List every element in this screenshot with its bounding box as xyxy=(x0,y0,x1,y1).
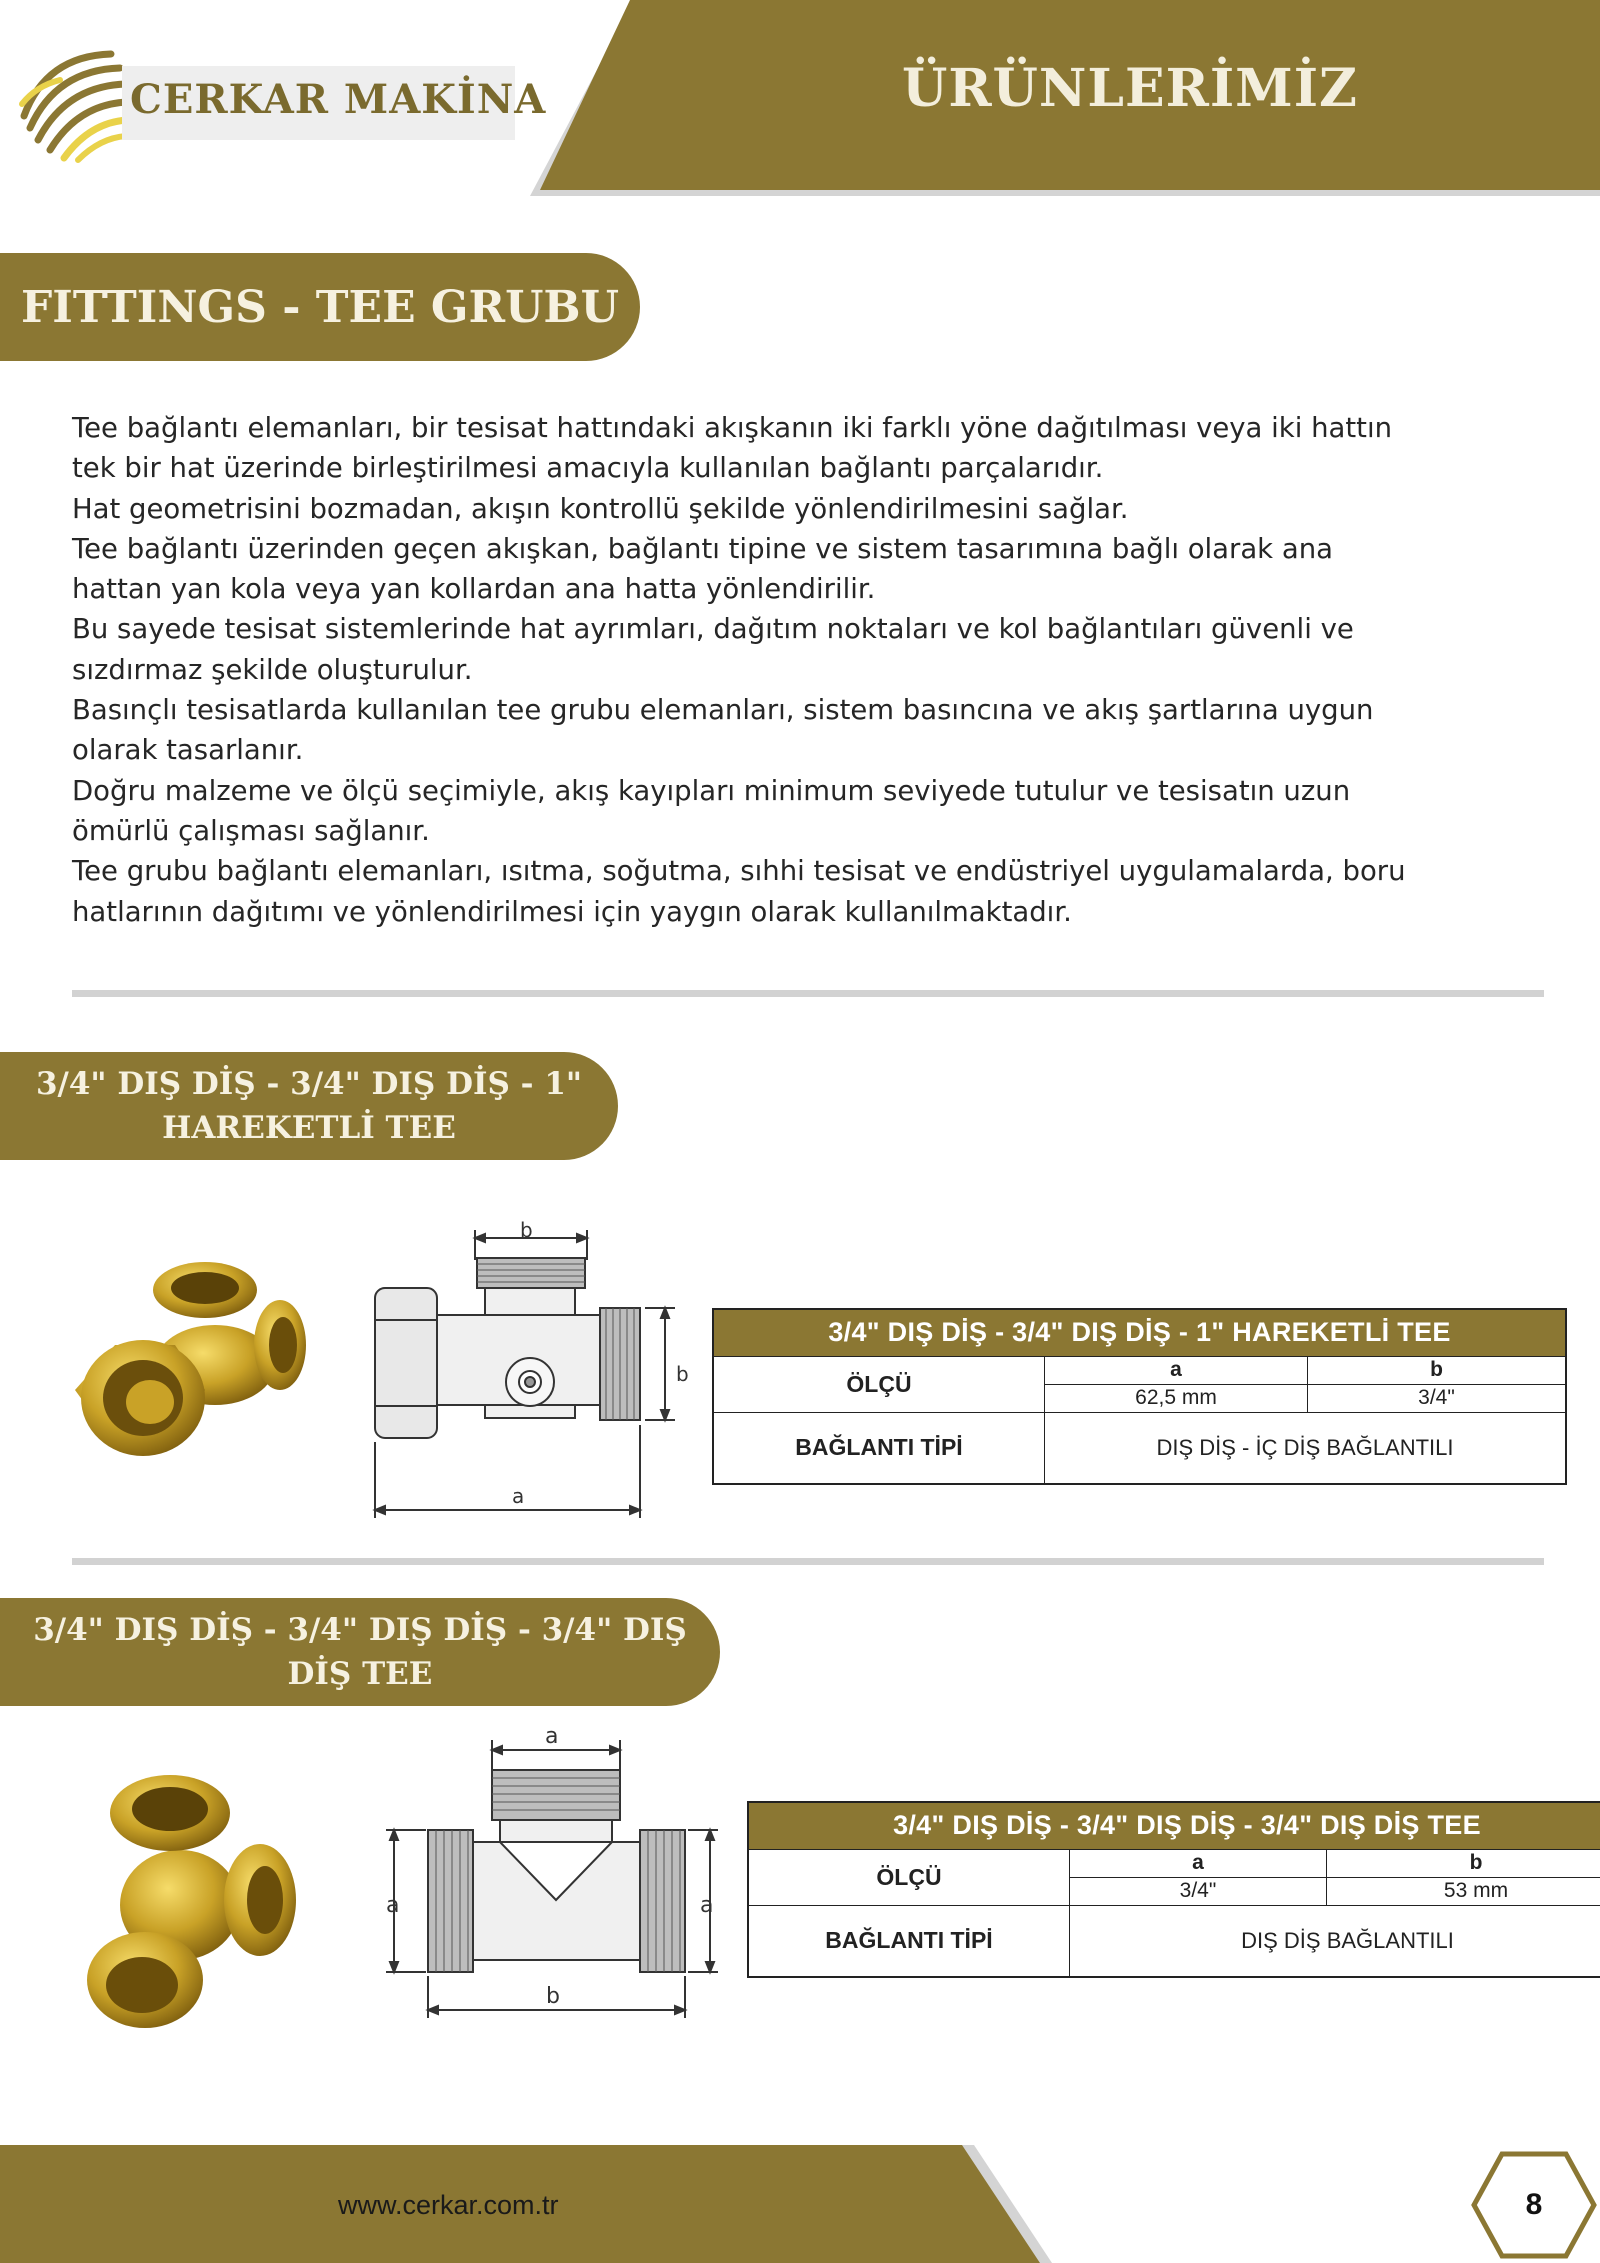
product-2-heading-line1: 3/4" DIŞ DİŞ - 3/4" DIŞ DİŞ - 3/4" DIŞ xyxy=(33,1612,687,1648)
section-description: Tee bağlantı elemanları, bir tesisat hattındaki akışkanın iki farklı yöne dağıtılması veya iki hattın tek bir hat üzerinde birleştirilmesi amacıyla kullanılan bağlantı parçalarıdır. Hat geometrisini bozmadan, akışın kontrollü şekilde yönlendirilmesini sağlar. Tee bağlantı üzerinden geçen akışkan, bağlantı tipine ve sistem tasarımına bağlı olarak ana hattan yan kola veya yan kollardan ana hatta yönlendirilir. Bu sayede tesisat sistemlerinde hat ayrımları, dağıtım noktaları ve kol bağlantıları güvenli ve sızdırmaz şekilde oluşturulur. Basınçlı tesisatlarda kullanılan tee grubu elemanları, sistem basıncına ve akış şartlarına uygun olarak tasarlanır. Doğru malzeme ve ölçü seçimiyle, akış kayıpları minimum seviyede tutulur ve tesisatın uzun ömürlü çalışması sağlanır. Tee grubu bağlantı elemanları, ısıtma, soğutma, sıhhi tesisat ve endüstriyel uygulamalarda, boru hatlarının dağıtımı ve yönlendirilmesi için yaygın olarak kullanılmaktadır. xyxy=(72,412,1406,928)
product-2-spec-table xyxy=(747,1801,1600,1978)
dimension-label-left: a xyxy=(386,1893,400,1918)
product-2-heading xyxy=(0,1598,720,1706)
product-2-heading-line2: DİŞ TEE xyxy=(287,1656,433,1692)
dimension-label-top: b xyxy=(520,1218,533,1242)
connection-type-label: BAĞLANTI TİPİ xyxy=(748,1905,1070,1977)
dimension-label-bottom: a xyxy=(512,1484,525,1508)
dimension-label-bottom: b xyxy=(546,1984,560,2009)
product-1-heading xyxy=(0,1052,618,1160)
product-1-heading-line1: 3/4" DIŞ DİŞ - 3/4" DIŞ DİŞ - 1" xyxy=(35,1066,583,1102)
product-2-technical-drawing xyxy=(380,1730,720,2020)
connection-type-label: BAĞLANTI TİPİ xyxy=(713,1412,1045,1484)
dimension-label-right: a xyxy=(700,1893,714,1918)
value-b: 53 mm xyxy=(1327,1877,1600,1905)
dimension-label-top: a xyxy=(545,1724,559,1749)
section-title: FITTINGS - TEE GRUBU xyxy=(0,253,640,361)
spec-table-title: 3/4" DIŞ DİŞ - 3/4" DIŞ DİŞ - 1" HAREKETLİ TEE xyxy=(713,1309,1566,1356)
page-title: ÜRÜNLERİMİZ xyxy=(901,58,1359,119)
divider xyxy=(72,990,1544,997)
product-1-heading-line2: HAREKETLİ TEE xyxy=(162,1110,456,1146)
col-a-header: a xyxy=(1070,1849,1327,1877)
col-b-header: b xyxy=(1308,1356,1567,1384)
connection-type-value: DIŞ DİŞ - İÇ DİŞ BAĞLANTILI xyxy=(1045,1412,1567,1484)
product-1-spec-table xyxy=(712,1308,1567,1485)
value-b: 3/4" xyxy=(1308,1384,1567,1412)
website-url[interactable]: www.cerkar.com.tr xyxy=(338,2190,559,2220)
cerkar-wave-logo-icon xyxy=(16,46,134,164)
col-b-header: b xyxy=(1327,1849,1600,1877)
olcu-label: ÖLÇÜ xyxy=(713,1356,1045,1412)
product-2-photo xyxy=(70,1765,310,2035)
page-number: 8 xyxy=(1525,2188,1543,2221)
olcu-label: ÖLÇÜ xyxy=(748,1849,1070,1905)
company-name: CERKAR MAKİNA xyxy=(130,76,547,123)
dimension-label-right: b xyxy=(676,1362,689,1386)
value-a: 62,5 mm xyxy=(1045,1384,1308,1412)
product-1-photo xyxy=(55,1250,320,1500)
value-a: 3/4" xyxy=(1070,1877,1327,1905)
product-1-technical-drawing xyxy=(365,1220,695,1520)
connection-type-value: DIŞ DİŞ BAĞLANTILI xyxy=(1070,1905,1600,1977)
divider xyxy=(72,1558,1544,1565)
spec-table-title: 3/4" DIŞ DİŞ - 3/4" DIŞ DİŞ - 3/4" DIŞ DİŞ TEE xyxy=(748,1802,1600,1849)
col-a-header: a xyxy=(1045,1356,1308,1384)
